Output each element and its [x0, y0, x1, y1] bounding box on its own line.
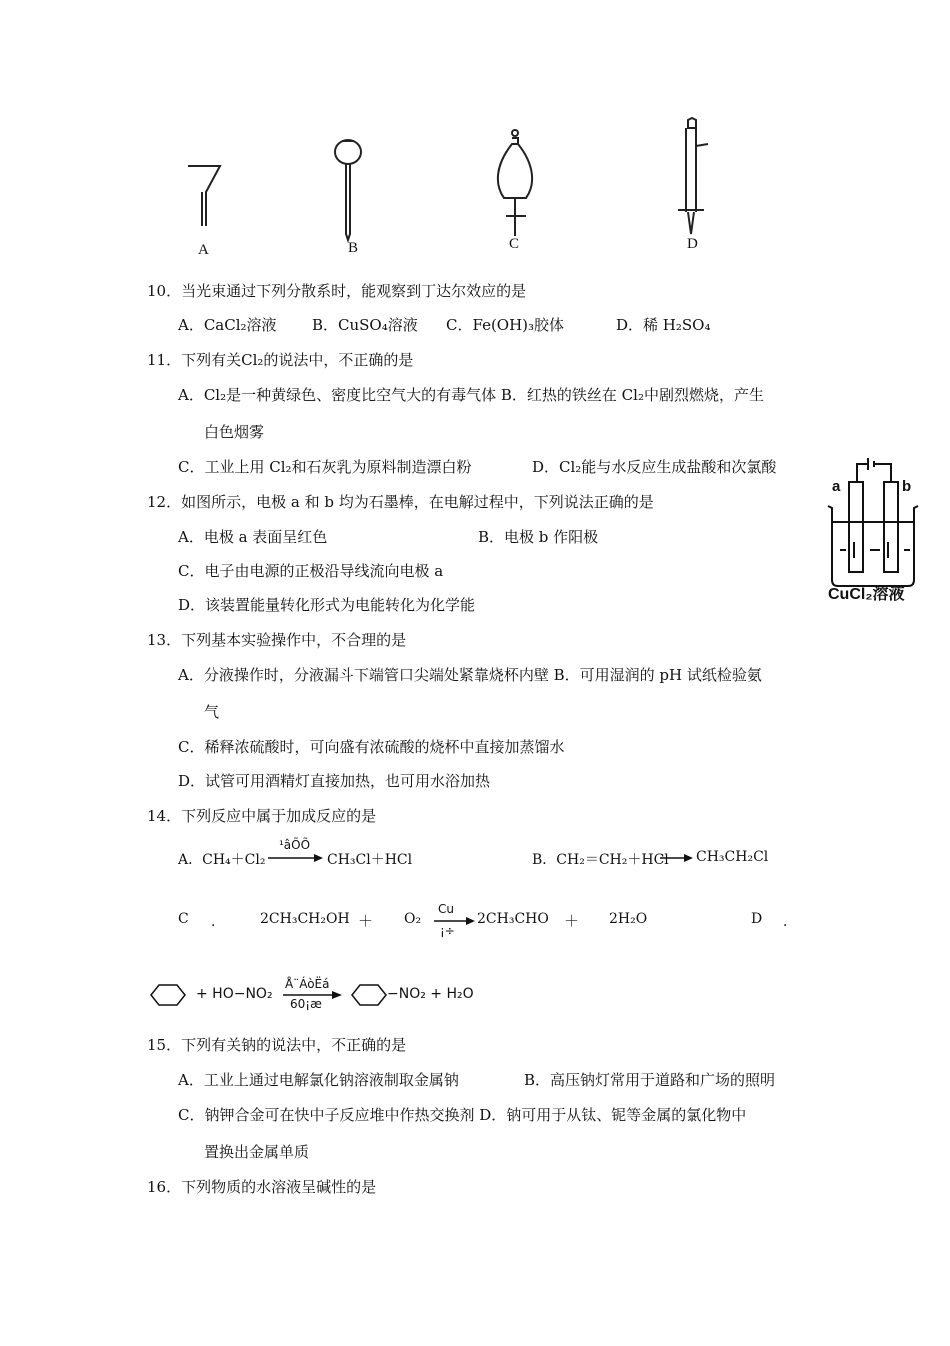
question-12-option-a: A．电极 a 表面呈红色	[178, 528, 328, 546]
question-10-option-c: C．Fe(OH)₃胶体	[446, 316, 565, 334]
question-10-stem: 10．当光束通过下列分散系时，能观察到丁达尔效应的是	[147, 282, 527, 300]
question-12-option-b: B．电极 b 作阳极	[478, 528, 599, 546]
electrode-a-label: a	[832, 478, 841, 495]
question-11-option-ab: A．Cl₂是一种黄绿色、密度比空气大的有毒气体 B．红热的铁丝在 Cl₂中剧烈燃烧，产生	[178, 386, 764, 404]
electrode-b-label: b	[902, 478, 912, 495]
question-15-stem: 15．下列有关钠的说法中，不正确的是	[147, 1036, 407, 1054]
question-13-option-b-continued: 气	[204, 703, 220, 721]
question-14-option-b-products: CH₃CH₂Cl	[696, 849, 769, 865]
question-14-option-c-plus-2: ＋	[564, 912, 580, 930]
benzene-ring-left	[148, 982, 188, 1008]
solution-label: CuCl₂溶液	[828, 586, 905, 603]
bulb-pipette-drawing	[335, 140, 361, 240]
question-10-option-d: D．稀 H₂SO₄	[616, 316, 711, 334]
question-11-stem: 11．下列有关Cl₂的说法中，不正确的是	[147, 351, 414, 369]
question-11-option-b-continued: 白色烟雾	[204, 423, 265, 441]
question-11-option-d: D．Cl₂能与水反应生成盐酸和次氯酸	[532, 458, 777, 476]
apparatus-figure	[178, 114, 732, 260]
question-10-option-a: A．CaCl₂溶液	[178, 316, 277, 334]
question-14-option-a-condition: ¹âÕÕ	[279, 838, 311, 852]
question-14-option-d-condition-bottom: 60¡æ	[290, 997, 322, 1011]
question-14-option-d-condition-top: Å¨ÁòËá	[285, 977, 330, 991]
question-14-option-b-reactants: B．CH₂＝CH₂＋HCl	[532, 852, 669, 868]
question-14-stem: 14．下列反应中属于加成反应的是	[147, 807, 377, 825]
question-14-option-c-label: C	[178, 911, 189, 927]
label-a: A	[198, 242, 209, 258]
label-b: B	[348, 240, 359, 256]
question-14-option-c-condition-bottom: ¡÷	[440, 924, 455, 938]
question-13-option-c: C．稀释浓硫酸时，可向盛有浓硫酸的烧杯中直接加蒸馏水	[178, 738, 565, 756]
label-d: D	[687, 236, 698, 252]
question-15-option-d-continued: 置换出金属单质	[204, 1143, 310, 1161]
label-c: C	[509, 236, 520, 252]
question-14-option-d-dot: ．	[783, 914, 797, 930]
electrolysis-figure	[824, 454, 924, 604]
funnel-drawing	[188, 166, 220, 226]
question-14-option-b-arrow	[660, 853, 694, 863]
question-14-option-a-reactants: A．CH₄＋Cl₂	[178, 852, 266, 868]
question-14-option-c-condition-top: Cu	[438, 902, 454, 916]
question-15-option-a: A．工业上通过电解氯化钠溶液制取金属钠	[178, 1071, 459, 1089]
question-16-stem: 16．下列物质的水溶液呈碱性的是	[147, 1178, 377, 1196]
question-12-stem: 12．如图所示，电极 a 和 b 均为石墨棒，在电解过程中，下列说法正确的是	[147, 493, 654, 511]
burette-drawing	[678, 118, 708, 234]
question-13-option-d: D．试管可用酒精灯直接加热，也可用水浴加热	[178, 772, 491, 790]
benzene-ring-right	[349, 982, 389, 1008]
question-14-option-d-label: D	[751, 911, 763, 927]
question-10-option-b: B．CuSO₄溶液	[312, 316, 418, 334]
question-14-option-a-arrow	[268, 853, 324, 863]
question-14-option-d-reagent: + HO−NO₂	[196, 986, 273, 1002]
question-14-option-d-product: −NO₂ + H₂O	[387, 986, 474, 1002]
question-14-option-c-dot: ．	[211, 914, 225, 930]
question-13-option-ab: A．分液操作时，分液漏斗下端管口尖端处紧靠烧杯内壁 B．可用湿润的 pH 试纸检验氨	[178, 666, 762, 684]
question-11-option-c: C．工业上用 Cl₂和石灰乳为原料制造漂白粉	[178, 458, 472, 476]
separatory-funnel-drawing	[498, 130, 532, 236]
question-12-option-d: D．该装置能量转化形式为电能转化为化学能	[178, 596, 476, 614]
question-15-option-cd: C．钠钾合金可在快中子反应堆中作热交换剂 D．钠可用于从钛、铌等金属的氯化物中	[178, 1106, 747, 1124]
apparatus-drawing	[178, 114, 732, 260]
question-14-option-c-product-1: 2CH₃CHO	[477, 911, 549, 927]
question-13-stem: 13．下列基本实验操作中，不合理的是	[147, 631, 407, 649]
question-14-option-c-product-2: 2H₂O	[609, 911, 648, 927]
question-14-option-c-plus-1: ＋	[358, 912, 374, 930]
question-14-option-c-reactant-2: O₂	[404, 911, 422, 927]
question-12-option-c: C．电子由电源的正极沿导线流向电极 a	[178, 562, 444, 580]
question-15-option-b: B．高压钠灯常用于道路和广场的照明	[524, 1071, 776, 1089]
question-14-option-c-reactant-1: 2CH₃CH₂OH	[260, 911, 350, 927]
question-14-option-a-products: CH₃Cl＋HCl	[327, 852, 413, 868]
